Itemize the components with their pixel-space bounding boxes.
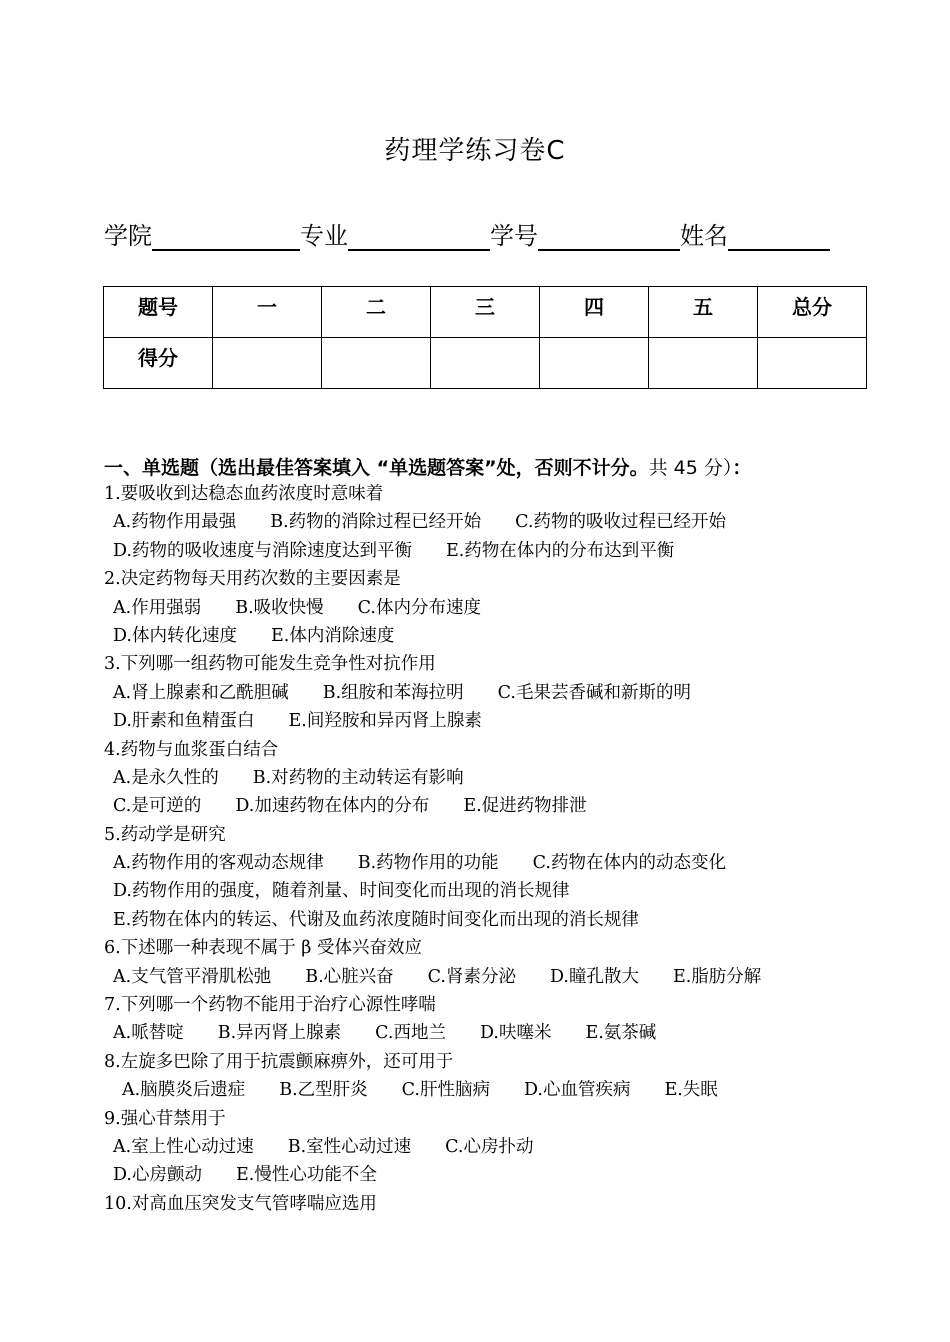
option-line bbox=[104, 1133, 904, 1161]
option-line bbox=[104, 1019, 904, 1047]
option-line bbox=[104, 679, 904, 707]
score-header-cell: 二 bbox=[322, 287, 431, 338]
score-header-cell: 五 bbox=[649, 287, 758, 338]
answer-option: B.药物的消除过程已经开始 bbox=[270, 512, 482, 533]
college-label: 学院 bbox=[104, 222, 152, 250]
answer-option: B.药物作用的功能 bbox=[357, 853, 499, 874]
answer-option: E.失眠 bbox=[664, 1080, 718, 1101]
section-heading-tail: ： bbox=[732, 457, 752, 479]
option-line bbox=[104, 622, 904, 650]
question-stem: 9.强心苷禁用于 bbox=[104, 1108, 226, 1129]
option-line bbox=[104, 764, 904, 792]
answer-option: C.肝性脑病 bbox=[401, 1080, 490, 1101]
answer-option: D.药物的吸收速度与消除速度达到平衡 bbox=[113, 540, 412, 561]
question-stem: 4.药物与血浆蛋白结合 bbox=[104, 739, 279, 760]
answer-option: A.肾上腺素和乙酰胆碱 bbox=[113, 682, 289, 703]
score-header-cell: 题号 bbox=[104, 287, 213, 338]
score-cell[interactable] bbox=[649, 338, 758, 389]
answer-option: E.药物在体内的分布达到平衡 bbox=[445, 540, 675, 561]
answer-option: C.药物的吸收过程已经开始 bbox=[515, 512, 726, 533]
answer-option: E.体内消除速度 bbox=[270, 625, 395, 646]
section-heading bbox=[104, 453, 751, 480]
answer-option: C.心房扑动 bbox=[445, 1136, 534, 1157]
option-line bbox=[104, 1076, 904, 1104]
answer-option: D.肝素和鱼精蛋白 bbox=[113, 711, 255, 732]
section-heading-bold: 一、单选题（选出最佳答案填入 “单选题答案”处，否则不计分。 bbox=[104, 457, 649, 479]
question-stem: 3.下列哪一组药物可能发生竞争性对抗作用 bbox=[104, 654, 436, 675]
answer-option: C.是可逆的 bbox=[113, 796, 202, 817]
answer-option: D.心房颤动 bbox=[113, 1165, 202, 1186]
answer-option: B.吸收快慢 bbox=[235, 597, 324, 618]
option-line bbox=[104, 594, 904, 622]
answer-option: D.体内转化速度 bbox=[113, 625, 237, 646]
score-cell[interactable] bbox=[758, 338, 867, 389]
score-header-cell: 四 bbox=[540, 287, 649, 338]
answer-option: D.加速药物在体内的分布 bbox=[235, 796, 430, 817]
answer-option: A.室上性心动过速 bbox=[113, 1136, 254, 1157]
answer-option: D.呋噻米 bbox=[479, 1023, 552, 1044]
option-line bbox=[104, 508, 904, 536]
option-line bbox=[104, 537, 904, 565]
answer-option: A.脑膜炎后遗症 bbox=[122, 1080, 246, 1101]
answer-option: E.氨茶碱 bbox=[585, 1023, 657, 1044]
answer-option: B.心脏兴奋 bbox=[305, 966, 394, 987]
option-line bbox=[104, 707, 904, 735]
answer-option: B.组胺和苯海拉明 bbox=[322, 682, 464, 703]
score-row-label: 得分 bbox=[104, 338, 213, 389]
question-stem: 2.决定药物每天用药次数的主要因素是 bbox=[104, 569, 401, 590]
answer-option: C.西地兰 bbox=[375, 1023, 446, 1044]
section-heading-points: 共 45 分） bbox=[648, 457, 733, 479]
answer-option: B.室性心动过速 bbox=[287, 1136, 412, 1157]
name-label: 姓名 bbox=[680, 222, 728, 250]
answer-option: E.间羟胺和异丙肾上腺素 bbox=[288, 711, 482, 732]
score-cell[interactable] bbox=[431, 338, 540, 389]
score-header-cell: 三 bbox=[431, 287, 540, 338]
score-cell[interactable] bbox=[322, 338, 431, 389]
answer-option: B.异丙肾上腺素 bbox=[217, 1023, 342, 1044]
answer-option: C.体内分布速度 bbox=[357, 597, 481, 618]
answer-option: A.是永久性的 bbox=[113, 767, 219, 788]
answer-option: B.乙型肝炎 bbox=[279, 1080, 368, 1101]
answer-option: A.作用强弱 bbox=[113, 597, 202, 618]
answer-option: B.对药物的主动转运有影响 bbox=[252, 767, 464, 788]
score-cell[interactable] bbox=[540, 338, 649, 389]
answer-option: A.哌替啶 bbox=[113, 1023, 184, 1044]
answer-option: E.药物在体内的转运、代谢及血药浓度随时间变化而出现的消长规律 bbox=[113, 909, 639, 930]
option-line bbox=[104, 792, 904, 820]
major-blank[interactable] bbox=[348, 223, 490, 251]
score-header-cell: 总分 bbox=[758, 287, 867, 338]
question-stem: 1.要吸收到达稳态血药浓度时意味着 bbox=[104, 484, 384, 504]
option-line bbox=[104, 877, 904, 905]
option-line bbox=[104, 963, 904, 991]
question-stem: 7.下列哪一个药物不能用于治疗心源性哮喘 bbox=[104, 995, 436, 1016]
answer-option: D.心血管疾病 bbox=[523, 1080, 631, 1101]
major-label: 专业 bbox=[300, 222, 348, 250]
name-blank[interactable] bbox=[728, 223, 830, 251]
answer-option: A.药物作用的客观动态规律 bbox=[113, 853, 324, 874]
answer-option: E.慢性心功能不全 bbox=[235, 1165, 377, 1186]
college-blank[interactable] bbox=[152, 223, 300, 251]
question-stem: 10.对高血压突发支气管哮喘应选用 bbox=[104, 1193, 377, 1214]
answer-option: E.脂肪分解 bbox=[672, 966, 762, 987]
question-list bbox=[104, 480, 904, 1218]
score-cell[interactable] bbox=[213, 338, 322, 389]
question-stem: 6.下述哪一种表现不属于 β 受体兴奋效应 bbox=[104, 938, 422, 959]
answer-option: A.支气管平滑肌松弛 bbox=[113, 966, 272, 987]
answer-option: D.药物作用的强度，随着剂量、时间变化而出现的消长规律 bbox=[113, 881, 570, 902]
question-stem: 5.药动学是研究 bbox=[104, 824, 226, 845]
score-table-header-row bbox=[104, 287, 867, 338]
student-info-line bbox=[104, 216, 830, 251]
score-table-score-row bbox=[104, 338, 867, 389]
student-id-blank[interactable] bbox=[538, 223, 680, 251]
score-table bbox=[103, 286, 867, 389]
answer-option: C.药物在体内的动态变化 bbox=[532, 853, 726, 874]
page-title: 药理学练习卷C bbox=[384, 136, 566, 166]
answer-option: A.药物作用最强 bbox=[113, 512, 237, 533]
answer-option: E.促进药物排泄 bbox=[463, 796, 587, 817]
student-id-label: 学号 bbox=[490, 222, 538, 250]
option-line bbox=[104, 849, 904, 877]
answer-option: C.肾素分泌 bbox=[427, 966, 516, 987]
option-line bbox=[104, 906, 904, 934]
answer-option: D.瞳孔散大 bbox=[549, 966, 639, 987]
score-header-cell: 一 bbox=[213, 287, 322, 338]
answer-option: C.毛果芸香碱和新斯的明 bbox=[497, 682, 691, 703]
option-line bbox=[104, 1161, 904, 1189]
question-stem: 8.左旋多巴除了用于抗震颤麻痹外，还可用于 bbox=[104, 1051, 454, 1072]
